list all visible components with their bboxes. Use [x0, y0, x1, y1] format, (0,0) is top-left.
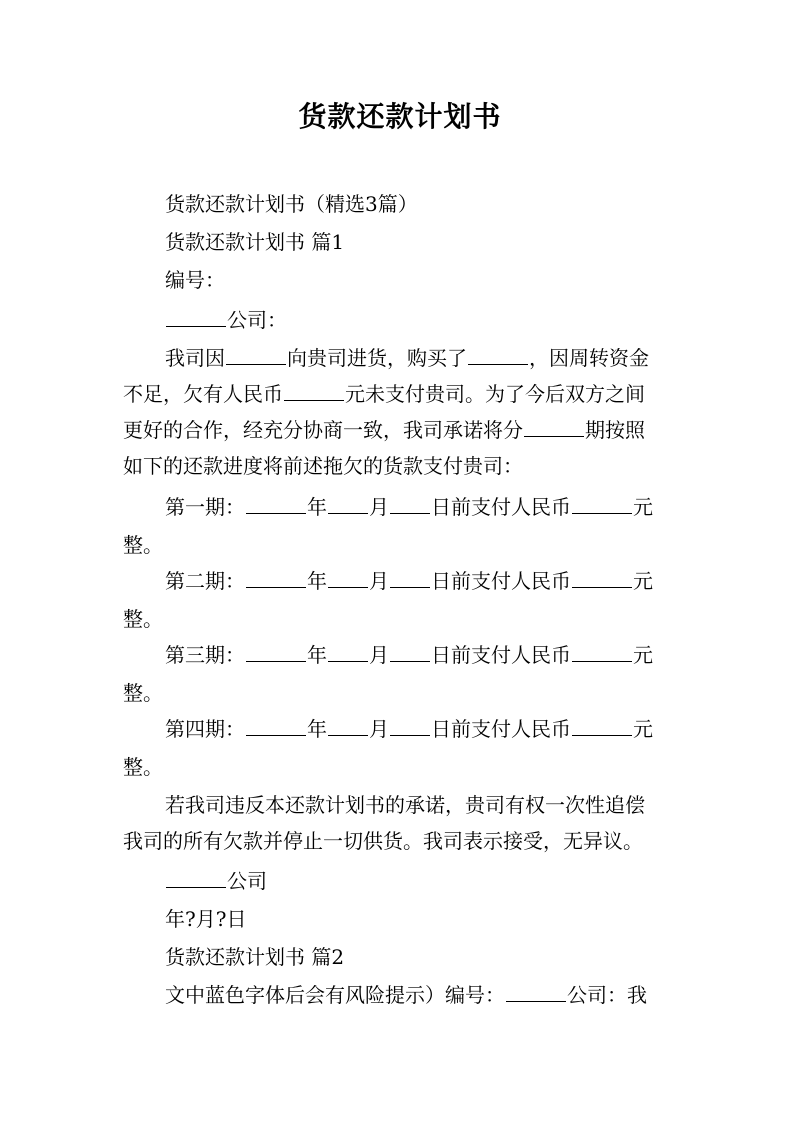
installment-whole: 整。 [123, 533, 163, 557]
text-segment: 日前支付人民币 [431, 643, 571, 667]
text-segment: 日前支付人民币 [431, 495, 571, 519]
installment-whole: 整。 [123, 607, 163, 631]
text-segment: 年 [307, 643, 327, 667]
text-segment: 文中蓝色字体后会有风险提示）编号： [165, 983, 505, 1007]
blank-field [572, 565, 632, 588]
blank-field [246, 639, 306, 662]
part2-heading: 货款还款计划书 篇2 [165, 945, 345, 969]
blank-field [390, 713, 430, 736]
text-segment: 年 [307, 495, 327, 519]
company-salutation: 公司： [227, 308, 287, 332]
company-salutation-line [165, 302, 287, 338]
text-segment: 年 [307, 569, 327, 593]
installment-label: 第二期： [165, 569, 245, 593]
blank-field [572, 639, 632, 662]
installment-whole: 整。 [123, 755, 163, 779]
text-segment: 月 [369, 569, 389, 593]
text-segment: 日前支付人民币 [431, 569, 571, 593]
document-title: 货款还款计划书 [298, 100, 502, 133]
blank-field [328, 565, 368, 588]
blank-field [572, 491, 632, 514]
blank-field [390, 639, 430, 662]
blank-field [328, 713, 368, 736]
blank-field [246, 491, 306, 514]
installment-label: 第四期： [165, 717, 245, 741]
text-segment: 元 [633, 569, 653, 593]
text-segment: 向贵司进货，购买了 [287, 346, 467, 370]
company-blank [166, 304, 226, 327]
blank-field [246, 713, 306, 736]
blank-field [328, 639, 368, 662]
installment-line [165, 711, 653, 747]
text-segment: 元 [633, 495, 653, 519]
blank-field [246, 565, 306, 588]
installment-line [165, 489, 653, 525]
blank-field [166, 865, 226, 888]
blank-field [328, 491, 368, 514]
paragraph1-line1 [165, 340, 649, 376]
text-segment: 元 [633, 717, 653, 741]
blank-field [572, 713, 632, 736]
text-segment: 元 [633, 643, 653, 667]
blank-field [390, 491, 430, 514]
sign-company: 公司 [227, 869, 267, 893]
text-segment: ，因周转资金 [529, 346, 649, 370]
text-segment: 日前支付人民币 [431, 717, 571, 741]
text-segment: 更好的合作，经充分协商一致，我司承诺将分 [123, 418, 523, 442]
text-segment: 不足，欠有人民币 [123, 382, 283, 406]
text-segment: 期按照 [585, 418, 645, 442]
paragraph1-line3 [123, 412, 645, 448]
installment-line [165, 563, 653, 599]
sign-company-line [165, 863, 267, 899]
blank-field [226, 342, 286, 365]
text-segment: 元未支付贵司。为了今后双方之间 [345, 382, 645, 406]
blank-field [468, 342, 528, 365]
number-label: 编号： [165, 268, 225, 292]
installment-label: 第一期： [165, 495, 245, 519]
text-segment: 月 [369, 643, 389, 667]
blank-field [284, 378, 344, 401]
text-segment: 我司因 [165, 346, 225, 370]
blank-field [390, 565, 430, 588]
document-heading: 货款还款计划书（精选3篇） [165, 192, 418, 216]
blank-field [524, 414, 584, 437]
installment-whole: 整。 [123, 681, 163, 705]
blank-field [506, 979, 566, 1002]
paragraph1-line4: 如下的还款进度将前述拖欠的货款支付贵司： [123, 454, 523, 478]
installment-line [165, 637, 653, 673]
text-segment: 公司：我 [567, 983, 647, 1007]
text-segment: 年 [307, 717, 327, 741]
part1-heading: 货款还款计划书 篇1 [165, 230, 345, 254]
date-line: 年?月?日 [165, 907, 247, 931]
text-segment: 月 [369, 495, 389, 519]
text-segment: 月 [369, 717, 389, 741]
installment-label: 第三期： [165, 643, 245, 667]
paragraph2-line1: 若我司违反本还款计划书的承诺，贵司有权一次性追偿 [165, 793, 645, 817]
paragraph1-line2 [123, 376, 645, 412]
part2-first-line [165, 977, 647, 1013]
paragraph2-line2: 我司的所有欠款并停止一切供货。我司表示接受，无异议。 [123, 829, 643, 853]
